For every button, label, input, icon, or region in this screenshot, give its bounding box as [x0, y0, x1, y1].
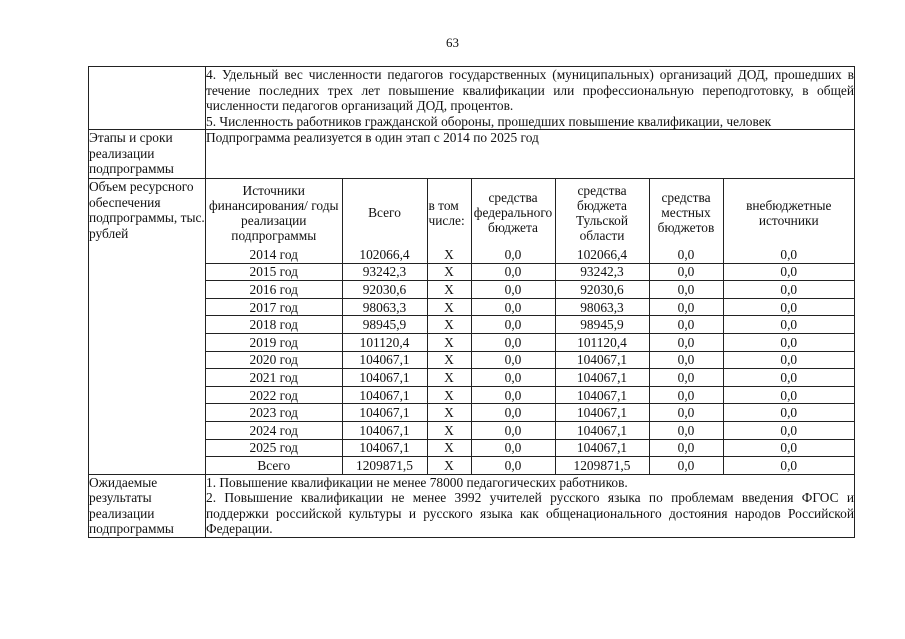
funding-cell-extrabudget: 0,0 [723, 298, 854, 316]
funding-row [89, 179, 855, 475]
indicators-content [206, 67, 855, 130]
funding-cell-total: 98063,3 [342, 298, 427, 316]
funding-cell-total: 98945,9 [342, 316, 427, 334]
results-label: Ожидаемые результаты реализации подпрограммы [89, 474, 206, 537]
funding-cell-year: 2014 год [206, 246, 342, 263]
funding-row-6 [206, 351, 854, 369]
funding-row-7 [206, 369, 854, 387]
funding-cell-extrabudget: 0,0 [723, 439, 854, 457]
funding-cell-extrabudget: 0,0 [723, 404, 854, 422]
funding-cell-local: 0,0 [649, 246, 723, 263]
funding-cell-total: 102066,4 [342, 246, 427, 263]
funding-cell-including: Х [427, 246, 471, 263]
funding-cell-local: 0,0 [649, 351, 723, 369]
funding-cell-local: 0,0 [649, 281, 723, 299]
header-sources: Источники финансирования/ годы реализации подпрограммы [206, 179, 342, 246]
funding-cell-including: Х [427, 298, 471, 316]
header-total: Всего [342, 179, 427, 246]
funding-cell-year: 2022 год [206, 386, 342, 404]
funding-cell-total: 104067,1 [342, 351, 427, 369]
funding-cell-including: Х [427, 439, 471, 457]
funding-cell-including: Х [427, 333, 471, 351]
funding-cell-federal: 0,0 [471, 369, 555, 387]
funding-cell-regional: 104067,1 [555, 386, 649, 404]
funding-row-1 [206, 263, 854, 281]
funding-cell-extrabudget: 0,0 [723, 246, 854, 263]
funding-cell-regional: 92030,6 [555, 281, 649, 299]
funding-cell-regional: 98945,9 [555, 316, 649, 334]
funding-cell-federal: 0,0 [471, 246, 555, 263]
funding-cell-year: 2015 год [206, 263, 342, 281]
funding-row-9 [206, 404, 854, 422]
funding-row-3 [206, 298, 854, 316]
passport-table [88, 66, 855, 538]
funding-cell-total: 104067,1 [342, 386, 427, 404]
funding-cell-regional: 104067,1 [555, 369, 649, 387]
funding-body [206, 246, 854, 474]
funding-cell-year: 2025 год [206, 439, 342, 457]
funding-cell-year: 2021 год [206, 369, 342, 387]
funding-cell-regional: 102066,4 [555, 246, 649, 263]
funding-cell-local: 0,0 [649, 263, 723, 281]
funding-row-2 [206, 281, 854, 299]
funding-row-4 [206, 316, 854, 334]
funding-cell-total: 104067,1 [342, 369, 427, 387]
funding-cell-federal: 0,0 [471, 404, 555, 422]
funding-cell-local: 0,0 [649, 404, 723, 422]
funding-label: Объем ресурсного обеспечения подпрограммы, тыс. рублей [89, 179, 206, 475]
funding-cell-regional: 1209871,5 [555, 457, 649, 474]
funding-cell-including: Х [427, 386, 471, 404]
funding-cell-federal: 0,0 [471, 333, 555, 351]
funding-cell-extrabudget: 0,0 [723, 457, 854, 474]
funding-cell-federal: 0,0 [471, 421, 555, 439]
funding-cell-including: Х [427, 421, 471, 439]
stages-label: Этапы и сроки реализации подпрограммы [89, 130, 206, 179]
funding-row-12 [206, 457, 854, 474]
funding-row-10 [206, 421, 854, 439]
result-item-1: 1. Повышение квалификации не менее 78000 педагогических работников. [206, 474, 628, 490]
funding-cell-regional: 101120,4 [555, 333, 649, 351]
funding-cell-total: 104067,1 [342, 439, 427, 457]
results-row [89, 474, 855, 537]
header-regional: средства бюджета Тульской области [555, 179, 649, 246]
funding-cell-local: 0,0 [649, 298, 723, 316]
funding-cell-including: Х [427, 263, 471, 281]
funding-row-0 [206, 246, 854, 263]
funding-cell-federal: 0,0 [471, 457, 555, 474]
indicator-item-5: 5. Численность работников гражданской обороны, прошедших повышение квалификации, человек [206, 113, 772, 129]
funding-cell-regional: 104067,1 [555, 404, 649, 422]
funding-cell-regional: 104067,1 [555, 439, 649, 457]
header-local: средства местных бюджетов [649, 179, 723, 246]
funding-cell-total: 1209871,5 [342, 457, 427, 474]
funding-cell-year: 2018 год [206, 316, 342, 334]
funding-cell-regional: 98063,3 [555, 298, 649, 316]
indicator-item-4: 4. Удельный вес численности педагогов государственных (муниципальных) организаций ДОД, прошедших в течение последних трех лет повышение квалификации или профессиональную переподготовку, в общей численности педагогов организаций ДОД, процентов. [206, 67, 854, 113]
funding-cell-federal: 0,0 [471, 439, 555, 457]
funding-cell-year: 2019 год [206, 333, 342, 351]
funding-cell-extrabudget: 0,0 [723, 421, 854, 439]
funding-cell-year: 2024 год [206, 421, 342, 439]
funding-cell-federal: 0,0 [471, 386, 555, 404]
funding-cell-extrabudget: 0,0 [723, 281, 854, 299]
funding-cell-extrabudget: 0,0 [723, 351, 854, 369]
funding-row-11 [206, 439, 854, 457]
funding-cell-year: 2023 год [206, 404, 342, 422]
funding-cell-federal: 0,0 [471, 351, 555, 369]
funding-cell-year: Всего [206, 457, 342, 474]
stages-text: Подпрограмма реализуется в один этап с 2014 по 2025 год [206, 130, 855, 179]
funding-cell-including: Х [427, 369, 471, 387]
funding-cell [206, 179, 855, 475]
funding-cell-including: Х [427, 316, 471, 334]
funding-cell-local: 0,0 [649, 421, 723, 439]
funding-cell-total: 104067,1 [342, 404, 427, 422]
funding-cell-federal: 0,0 [471, 316, 555, 334]
header-extrabudget: внебюджетные источники [723, 179, 854, 246]
header-including: в том числе: [427, 179, 471, 246]
funding-cell-extrabudget: 0,0 [723, 386, 854, 404]
page-number: 63 [446, 35, 459, 50]
funding-cell-extrabudget: 0,0 [723, 333, 854, 351]
funding-cell-total: 104067,1 [342, 421, 427, 439]
funding-cell-total: 92030,6 [342, 281, 427, 299]
funding-cell-federal: 0,0 [471, 263, 555, 281]
stages-row [89, 130, 855, 179]
funding-cell-including: Х [427, 404, 471, 422]
funding-cell-year: 2020 год [206, 351, 342, 369]
result-item-2: 2. Повышение квалификации не менее 3992 учителей русского языка по проблемам введения ФГОС и поддержки российской культуры и русского языка как общенационального достояния народов Российской Федерации. [206, 490, 854, 537]
funding-cell-local: 0,0 [649, 386, 723, 404]
funding-cell-extrabudget: 0,0 [723, 263, 854, 281]
funding-row-8 [206, 386, 854, 404]
funding-cell-regional: 104067,1 [555, 351, 649, 369]
funding-cell-total: 93242,3 [342, 263, 427, 281]
funding-cell-regional: 93242,3 [555, 263, 649, 281]
funding-header-row [206, 179, 854, 246]
funding-cell-extrabudget: 0,0 [723, 316, 854, 334]
results-content [206, 474, 855, 537]
funding-cell-federal: 0,0 [471, 281, 555, 299]
funding-cell-local: 0,0 [649, 333, 723, 351]
funding-cell-including: Х [427, 351, 471, 369]
funding-row-5 [206, 333, 854, 351]
funding-cell-including: Х [427, 281, 471, 299]
funding-cell-local: 0,0 [649, 369, 723, 387]
funding-cell-year: 2016 год [206, 281, 342, 299]
funding-cell-local: 0,0 [649, 316, 723, 334]
funding-cell-federal: 0,0 [471, 298, 555, 316]
funding-cell-year: 2017 год [206, 298, 342, 316]
funding-cell-regional: 104067,1 [555, 421, 649, 439]
funding-table [206, 179, 854, 474]
funding-cell-local: 0,0 [649, 457, 723, 474]
funding-cell-local: 0,0 [649, 439, 723, 457]
header-federal: средства федерального бюджета [471, 179, 555, 246]
indicators-label [89, 67, 206, 130]
funding-cell-including: Х [427, 457, 471, 474]
funding-cell-extrabudget: 0,0 [723, 369, 854, 387]
funding-cell-total: 101120,4 [342, 333, 427, 351]
indicators-row [89, 67, 855, 130]
